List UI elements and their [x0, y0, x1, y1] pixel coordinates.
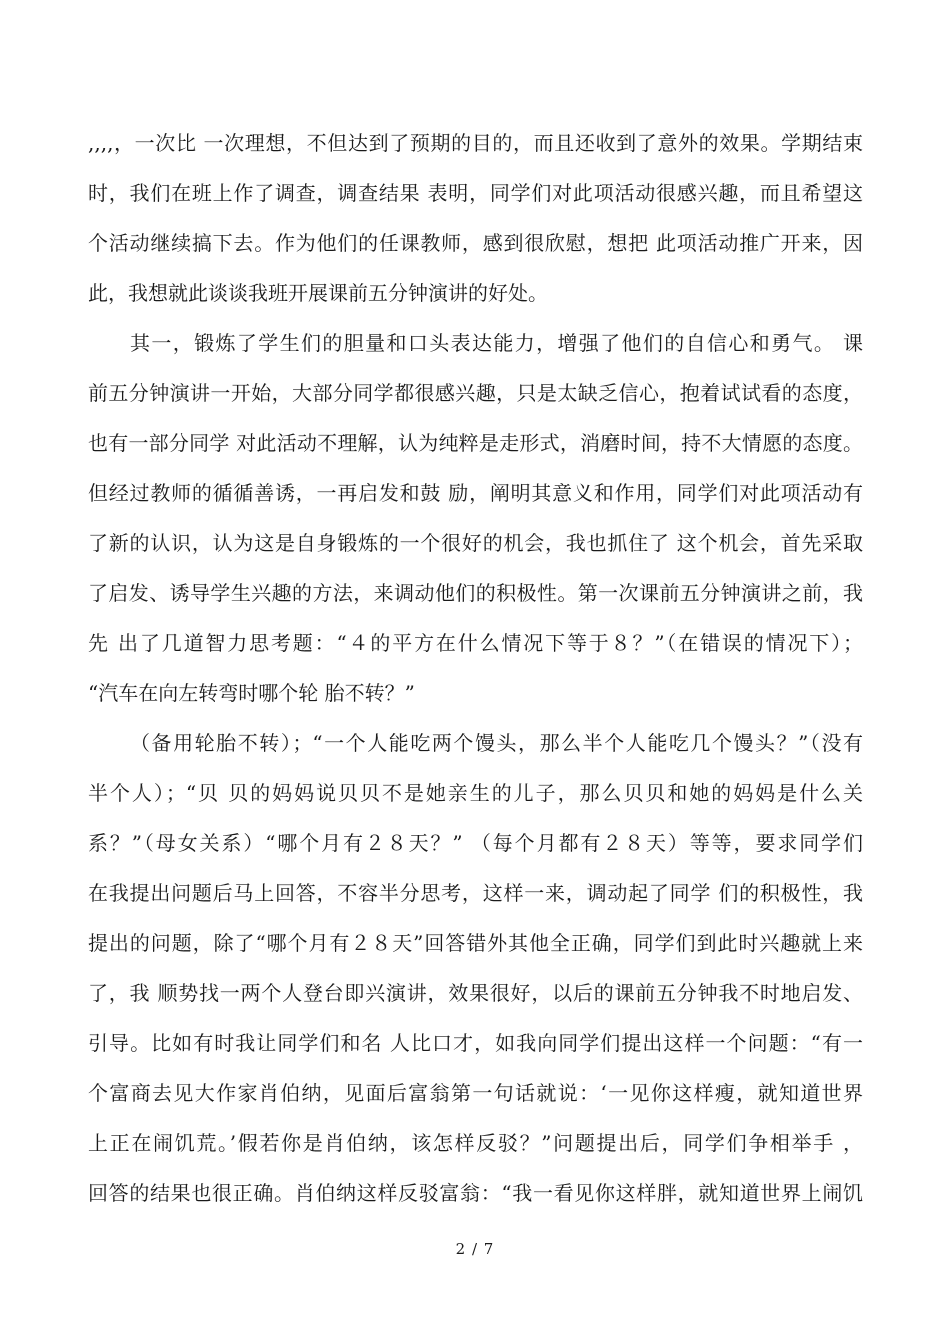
- text-line: 了启发、诱导学生兴趣的方法，来调动他们的积极性。第一次课前五分钟演讲之前，我: [88, 581, 863, 605]
- text-line: 也有一部分同学 对此活动不理解，认为纯粹是走形式，消磨时间，持不大情愿的态度。: [88, 431, 863, 455]
- text-line: 先 出了几道智力思考题：“４的平方在什么情况下等于８？”（在错误的情况下）；: [88, 631, 863, 655]
- text-line: 个活动继续搞下去。作为他们的任课教师，感到很欣慰，想把 此项活动推广开来，因: [88, 231, 863, 255]
- text-line: 回答的结果也很正确。肖伯纳这样反驳富翁：“我一看见你这样胖，就知道世界上闹饥: [88, 1181, 863, 1205]
- text-line: 上正在闹饥荒。’假若你是肖伯纳，该怎样反驳？”问题提出后，同学们争相举手 ，: [88, 1131, 863, 1155]
- text-line: 此，我想就此谈谈我班开展课前五分钟演讲的好处。: [88, 281, 548, 305]
- text-line: ,,,,，一次比 一次理想，不但达到了预期的目的，而且还收到了意外的效果。学期结束: [88, 131, 863, 155]
- text-line: 系？”（母女关系）“哪个月有２８天？” （每个月都有２８天）等等，要求同学们: [88, 831, 863, 855]
- text-line: 提出的问题，除了“哪个月有２８天”回答错外其他全正确，同学们到此时兴趣就上来: [88, 931, 863, 955]
- text-line: 半个人）；“贝 贝的妈妈说贝贝不是她亲生的儿子，那么贝贝和她的妈妈是什么关: [88, 781, 863, 805]
- paragraph-start-line: 其一，锻炼了学生们的胆量和口头表达能力，增强了他们的自信心和勇气。 课: [130, 331, 863, 355]
- text-line: 时，我们在班上作了调查，调查结果 表明，同学们对此项活动很感兴趣，而且希望这: [88, 181, 863, 205]
- text-line: 个富商去见大作家肖伯纳，见面后富翁第一句话就说：‘一见你这样瘦，就知道世界: [88, 1081, 863, 1105]
- page-number: 2 / 7: [455, 1240, 495, 1258]
- text-line: 前五分钟演讲一开始，大部分同学都很感兴趣，只是太缺乏信心，抱着试试看的态度，: [88, 381, 863, 405]
- text-line: 引导。比如有时我让同学们和名 人比口才，如我向同学们提出这样一个问题：“有一: [88, 1031, 863, 1055]
- paragraph-start-line: （备用轮胎不转）；“一个人能吃两个馒头，那么半个人能吃几个馒头？”（没有: [130, 731, 863, 755]
- text-line: “汽车在向左转弯时哪个轮 胎不转？”: [88, 681, 415, 705]
- text-line: 在我提出问题后马上回答，不容半分思考，这样一来，调动起了同学 们的积极性，我: [88, 881, 863, 905]
- text-line: 了，我 顺势找一两个人登台即兴演讲，效果很好，以后的课前五分钟我不时地启发、: [88, 981, 863, 1005]
- text-line: 但经过教师的循循善诱，一再启发和鼓 励，阐明其意义和作用，同学们对此项活动有: [88, 481, 863, 505]
- text-line: 了新的认识，认为这是自身锻炼的一个很好的机会，我也抓住了 这个机会，首先采取: [88, 531, 863, 555]
